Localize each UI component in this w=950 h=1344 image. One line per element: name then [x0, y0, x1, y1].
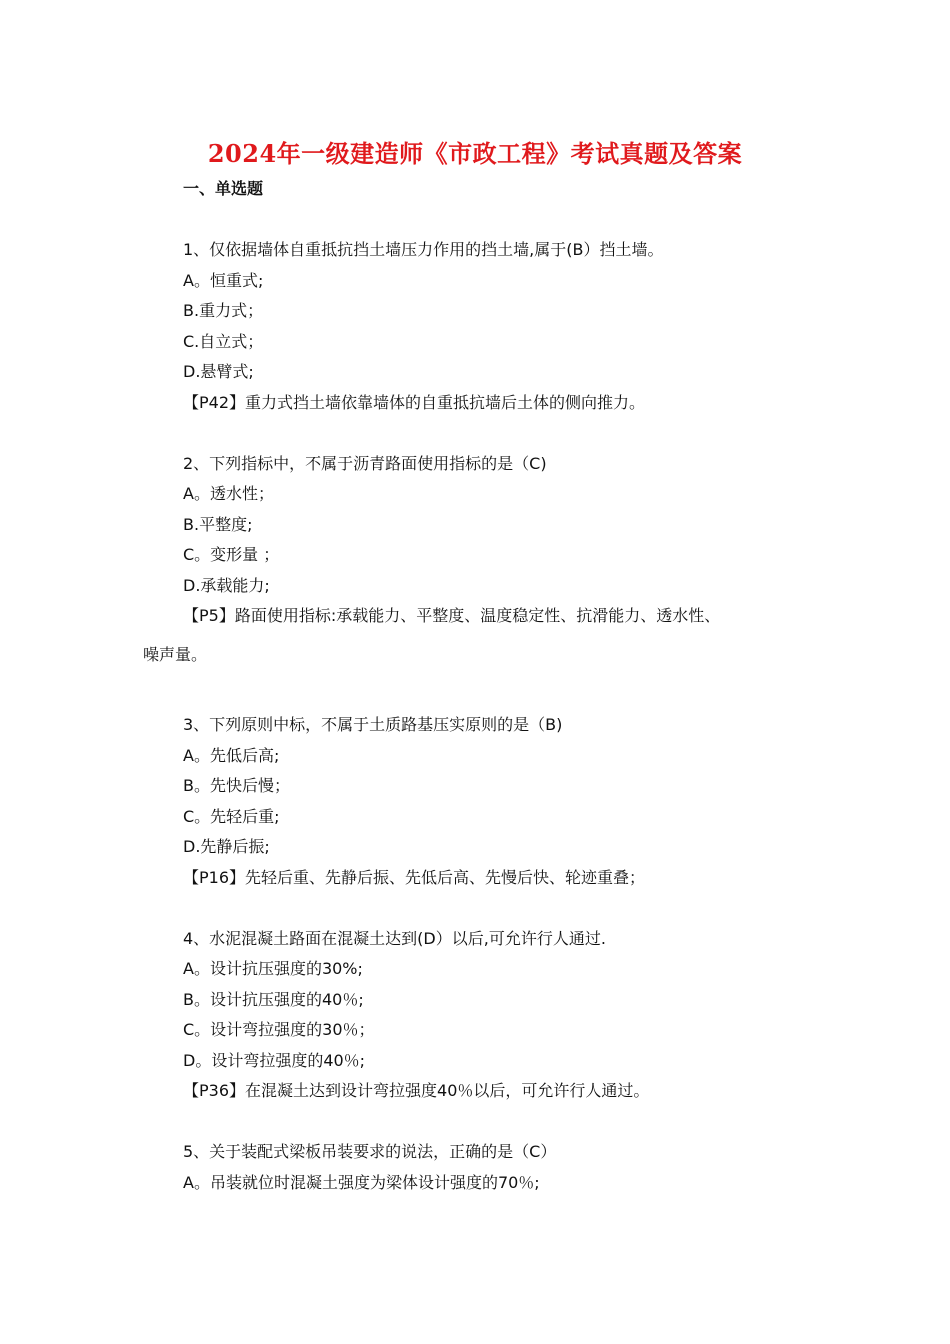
option-b: B。先快后慢； [183, 776, 290, 795]
option-d: D.承载能力; [183, 575, 270, 595]
option-c: C。设计弯拉强度的30％； [183, 1020, 375, 1039]
question-text: 3、下列原则中标，不属于土质路基压实原则的是（B) [183, 715, 563, 734]
option-d: D。设计弯拉强度的40％; [183, 1050, 366, 1070]
answer-explanation: 【P42】重力式挡土墙依靠墙体的自重抵抗墙后土体的侧向推力。 [183, 392, 646, 412]
option-b: B.重力式； [183, 301, 264, 320]
option-d: D.先静后振; [183, 837, 270, 856]
question-text: 2、下列指标中，不属于沥青路面使用指标的是（C) [183, 453, 547, 473]
option-b: B.平整度; [183, 514, 253, 534]
question-list [143, 235, 833, 1198]
question-text: 5、关于装配式梁板吊装要求的说法，正确的是（C） [183, 1142, 557, 1161]
option-a: A。吊装就位时混凝土强度为梁体设计强度的70％; [183, 1172, 540, 1192]
document-title: 2024年一级建造师《市政工程》考试真题及答案 [207, 139, 743, 168]
question-block [183, 710, 833, 893]
option-b: B。设计抗压强度的40％; [183, 989, 364, 1009]
option-d: D.悬臂式; [183, 362, 254, 381]
question-text: 1、仅依据墙体自重抵抗挡土墙压力作用的挡土墙,属于(B）挡土墙。 [183, 240, 664, 259]
question-block [183, 924, 833, 1107]
section-heading: 一、单选题 [183, 179, 264, 198]
option-c: C。先轻后重; [183, 806, 280, 826]
answer-explanation-continued: 噪声量。 [143, 644, 208, 664]
question-block [183, 1137, 833, 1198]
question-text: 4、水泥混凝土路面在混凝土达到(D）以后,可允许行人通过. [183, 928, 606, 948]
answer-explanation: 【P5】路面使用指标:承载能力、平整度、温度稳定性、抗滑能力、透水性、 [183, 606, 721, 625]
answer-explanation: 【P16】先轻后重、先静后振、先低后高、先慢后快、轮迹重叠； [183, 867, 646, 887]
question-block [183, 235, 833, 418]
option-a: A。设计抗压强度的30%; [183, 959, 363, 978]
option-c: C.自立式； [183, 331, 264, 351]
answer-explanation: 【P36】在混凝土达到设计弯拉强度40％以后，可允许行人通过。 [183, 1081, 650, 1100]
option-a: A。恒重式; [183, 270, 264, 290]
question-block [143, 449, 833, 671]
option-c: C。变形量 ； [183, 545, 280, 564]
option-a: A。先低后高; [183, 745, 280, 765]
option-a: A。透水性； [183, 484, 274, 503]
